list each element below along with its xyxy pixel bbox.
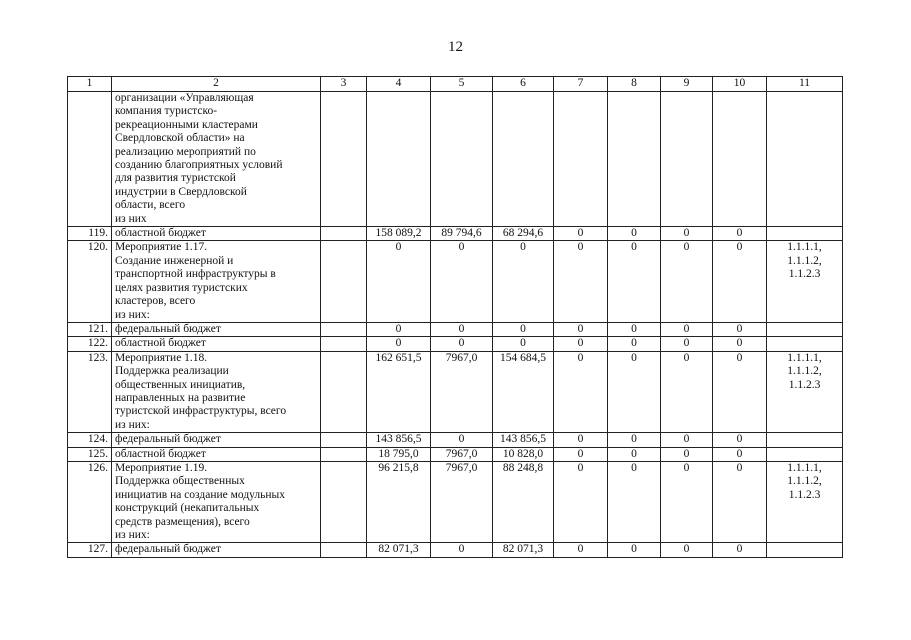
value-cell-c7: 0: [554, 351, 608, 432]
row-number: 127.: [68, 543, 112, 557]
value-cell-c8: 0: [608, 227, 661, 241]
value-cell-c7: 0: [554, 241, 608, 322]
value-cell-c8: 0: [608, 322, 661, 336]
row-number: 124.: [68, 433, 112, 447]
description-line: транспортной инфраструктуры в: [115, 268, 276, 281]
page-number: 12: [448, 39, 463, 55]
value-cell-c8: 0: [608, 543, 661, 557]
description-line: компания туристско-: [115, 105, 218, 118]
value-cell-c6: 88 248,8: [493, 461, 554, 542]
value-cell-c8: 0: [608, 433, 661, 447]
target-indicators-cell: [767, 227, 843, 241]
row-number: 120.: [68, 241, 112, 322]
description-line: федеральный бюджет: [115, 433, 221, 446]
value-cell-c6: 143 856,5: [493, 433, 554, 447]
value-cell-c5: 0: [431, 241, 493, 322]
table-row: [68, 543, 843, 557]
target-indicators-cell: [767, 433, 843, 447]
value-cell-c7: 0: [554, 227, 608, 241]
value-cell-c5: [431, 92, 493, 227]
description-line: конструкций (некапитальных: [115, 502, 260, 515]
target-indicator: 1.1.1.1,: [787, 241, 822, 254]
description-line: областной бюджет: [115, 227, 206, 240]
value-cell-c10: 0: [713, 461, 767, 542]
table-row: [68, 461, 843, 542]
table-row: [68, 92, 843, 227]
description-line: Мероприятие 1.19.: [115, 461, 208, 474]
target-indicator: 1.1.1.2,: [787, 475, 822, 488]
row-description: [112, 241, 321, 322]
value-cell-c6: 0: [493, 322, 554, 336]
description-line: из них:: [115, 418, 150, 431]
value-cell-c10: 0: [713, 337, 767, 351]
value-cell-c8: 0: [608, 351, 661, 432]
row-number: [68, 92, 112, 227]
target-indicator: 1.1.1.1,: [787, 461, 822, 474]
description-line: из них:: [115, 529, 150, 541]
description-line: Создание инженерной и: [115, 254, 234, 267]
column-header: 6: [493, 77, 554, 92]
description-line: федеральный бюджет: [115, 543, 221, 556]
column-header: 8: [608, 77, 661, 92]
table-row: [68, 322, 843, 336]
value-cell-c3: [321, 543, 367, 557]
column-header: 1: [68, 77, 112, 92]
target-indicators-cell: [767, 461, 843, 542]
target-indicators-cell: [767, 92, 843, 227]
description-line: туристской инфраструктуры, всего: [115, 405, 287, 418]
description-line: из них: [115, 212, 147, 225]
description-line: областной бюджет: [115, 447, 206, 460]
value-cell-c10: 0: [713, 227, 767, 241]
description-line: целях развития туристских: [115, 281, 248, 294]
value-cell-c4: 162 651,5: [367, 351, 431, 432]
description-line: направленных на развитие: [115, 391, 246, 404]
description-line: Свердловской области» на: [115, 132, 245, 145]
value-cell-c3: [321, 351, 367, 432]
row-number: 123.: [68, 351, 112, 432]
value-cell-c7: 0: [554, 337, 608, 351]
value-cell-c5: 0: [431, 337, 493, 351]
table-row: [68, 227, 843, 241]
value-cell-c8: 0: [608, 447, 661, 461]
target-indicator: 1.1.1.2,: [787, 254, 822, 267]
description-line: областной бюджет: [115, 337, 206, 350]
description-line: созданию благоприятных условий: [115, 159, 283, 172]
value-cell-c9: [661, 92, 713, 227]
value-cell-c4: 0: [367, 322, 431, 336]
column-header: 4: [367, 77, 431, 92]
description-line: Поддержка реализации: [115, 365, 229, 378]
description-line: Мероприятие 1.18.: [115, 351, 208, 364]
value-cell-c3: [321, 447, 367, 461]
value-cell-c7: 0: [554, 461, 608, 542]
value-cell-c5: 89 794,6: [431, 227, 493, 241]
target-indicator: 1.1.2.3: [788, 268, 821, 281]
value-cell-c9: 0: [661, 227, 713, 241]
value-cell-c4: 158 089,2: [367, 227, 431, 241]
target-indicator: 1.1.2.3: [788, 378, 821, 391]
column-header: 11: [767, 77, 843, 92]
value-cell-c7: 0: [554, 447, 608, 461]
value-cell-c10: 0: [713, 351, 767, 432]
table-row: [68, 351, 843, 432]
value-cell-c10: 0: [713, 447, 767, 461]
table-row: [68, 433, 843, 447]
value-cell-c3: [321, 461, 367, 542]
target-indicators-cell: [767, 543, 843, 557]
value-cell-c4: 0: [367, 337, 431, 351]
target-indicator: 1.1.2.3: [788, 488, 821, 501]
value-cell-c8: 0: [608, 337, 661, 351]
value-cell-c5: 0: [431, 543, 493, 557]
row-number: 126.: [68, 461, 112, 542]
table-row: [68, 337, 843, 351]
description-line: кластеров, всего: [115, 295, 196, 308]
value-cell-c4: 143 856,5: [367, 433, 431, 447]
value-cell-c7: 0: [554, 322, 608, 336]
column-header: 9: [661, 77, 713, 92]
target-indicator: 1.1.1.1,: [787, 351, 822, 364]
description-line: средств размещения), всего: [115, 515, 250, 528]
value-cell-c7: 0: [554, 543, 608, 557]
description-line: общественных инициатив,: [115, 378, 246, 391]
description-line: Поддержка общественных: [115, 475, 245, 488]
value-cell-c4: 18 795,0: [367, 447, 431, 461]
budget-table: [67, 76, 843, 558]
header-row: [68, 77, 843, 92]
value-cell-c9: 0: [661, 337, 713, 351]
value-cell-c3: [321, 241, 367, 322]
value-cell-c3: [321, 227, 367, 241]
row-number: 125.: [68, 447, 112, 461]
target-indicator: 1.1.1.2,: [787, 365, 822, 378]
value-cell-c6: 10 828,0: [493, 447, 554, 461]
value-cell-c4: 96 215,8: [367, 461, 431, 542]
value-cell-c6: 154 684,5: [493, 351, 554, 432]
value-cell-c5: 0: [431, 322, 493, 336]
value-cell-c6: 68 294,6: [493, 227, 554, 241]
value-cell-c8: [608, 92, 661, 227]
description-line: области, всего: [115, 199, 186, 212]
target-indicators-cell: [767, 337, 843, 351]
value-cell-c8: 0: [608, 461, 661, 542]
value-cell-c3: [321, 433, 367, 447]
row-description: [112, 447, 321, 461]
description-line: рекреационными кластерами: [115, 118, 258, 131]
value-cell-c9: 0: [661, 433, 713, 447]
value-cell-c10: [713, 92, 767, 227]
row-description: [112, 543, 321, 557]
value-cell-c5: 7967,0: [431, 447, 493, 461]
table-row: [68, 241, 843, 322]
value-cell-c8: 0: [608, 241, 661, 322]
target-indicators-cell: [767, 447, 843, 461]
value-cell-c9: 0: [661, 241, 713, 322]
row-number: 119.: [68, 227, 112, 241]
column-header: 7: [554, 77, 608, 92]
value-cell-c9: 0: [661, 543, 713, 557]
value-cell-c10: 0: [713, 241, 767, 322]
description-line: из них:: [115, 308, 150, 321]
row-description: [112, 433, 321, 447]
target-indicators-cell: [767, 241, 843, 322]
value-cell-c10: 0: [713, 543, 767, 557]
row-description: [112, 92, 321, 227]
value-cell-c7: [554, 92, 608, 227]
column-header: 3: [321, 77, 367, 92]
description-line: инициатив на создание модульных: [115, 488, 286, 501]
table-row: [68, 447, 843, 461]
value-cell-c6: 82 071,3: [493, 543, 554, 557]
description-line: федеральный бюджет: [115, 322, 221, 335]
value-cell-c3: [321, 322, 367, 336]
value-cell-c5: 7967,0: [431, 351, 493, 432]
value-cell-c7: 0: [554, 433, 608, 447]
value-cell-c10: 0: [713, 322, 767, 336]
column-header: 10: [713, 77, 767, 92]
row-number: 121.: [68, 322, 112, 336]
value-cell-c6: 0: [493, 337, 554, 351]
target-indicators-cell: [767, 322, 843, 336]
value-cell-c4: [367, 92, 431, 227]
description-line: Мероприятие 1.17.: [115, 241, 208, 254]
target-indicators-cell: [767, 351, 843, 432]
description-line: для развития туристской: [115, 172, 236, 185]
value-cell-c9: 0: [661, 351, 713, 432]
column-header: 2: [112, 77, 321, 92]
value-cell-c6: [493, 92, 554, 227]
row-number: 122.: [68, 337, 112, 351]
value-cell-c3: [321, 337, 367, 351]
row-description: [112, 461, 321, 542]
column-header: 5: [431, 77, 493, 92]
value-cell-c9: 0: [661, 322, 713, 336]
row-description: [112, 227, 321, 241]
row-description: [112, 351, 321, 432]
row-description: [112, 337, 321, 351]
description-line: реализацию мероприятий по: [115, 145, 256, 158]
value-cell-c6: 0: [493, 241, 554, 322]
value-cell-c9: 0: [661, 447, 713, 461]
value-cell-c5: 7967,0: [431, 461, 493, 542]
row-description: [112, 322, 321, 336]
value-cell-c3: [321, 92, 367, 227]
value-cell-c4: 82 071,3: [367, 543, 431, 557]
value-cell-c10: 0: [713, 433, 767, 447]
value-cell-c4: 0: [367, 241, 431, 322]
table-body: [68, 77, 843, 558]
value-cell-c9: 0: [661, 461, 713, 542]
description-line: индустрии в Свердловской: [115, 185, 247, 198]
value-cell-c5: 0: [431, 433, 493, 447]
description-line: организации «Управляющая: [115, 92, 254, 104]
